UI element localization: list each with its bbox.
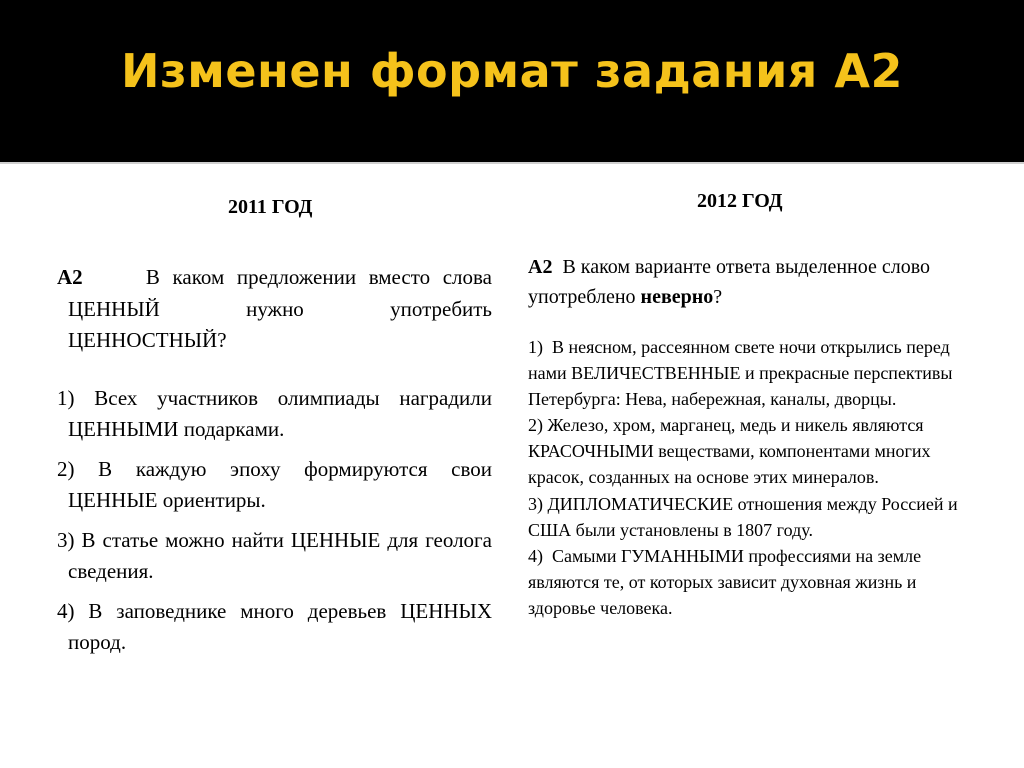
option-number: 4) xyxy=(57,598,75,623)
question-text-after: ? xyxy=(713,286,723,308)
option-text: В неясном, рассеянном свете ночи открылись перед нами ВЕЛИЧЕСТВЕННЫЕ и прекрасные перспективы Петербурга: Нева, набережная, каналы, дворцы. xyxy=(528,337,953,410)
slide-content xyxy=(0,162,1024,768)
question-2012 xyxy=(528,252,968,312)
slide-title: Изменен формат задания А2 xyxy=(121,44,903,98)
option-number: 2) xyxy=(57,456,75,481)
right-column-2012 xyxy=(528,252,968,621)
option-text: ДИПЛОМАТИЧЕСКИЕ отношения между Россией и США были установлены в 1807 году. xyxy=(528,493,958,540)
slide-header xyxy=(0,0,1024,162)
year-2012-heading: 2012 ГОД xyxy=(697,190,783,212)
option-number: 3) xyxy=(528,493,543,514)
option-2012-1 xyxy=(528,334,968,412)
option-2011-3 xyxy=(57,525,492,588)
option-2011-4 xyxy=(57,596,492,659)
option-text: В каждую эпоху формируются свои ЦЕННЫЕ ориентиры. xyxy=(68,456,492,512)
option-text: Самыми ГУМАННЫМИ профессиями на земле являются те, от которых зависит духовная жизнь и здоровье человека. xyxy=(528,545,922,618)
option-2012-4 xyxy=(528,543,968,621)
option-2011-2 xyxy=(57,454,492,517)
option-number: 3) xyxy=(57,527,75,552)
option-2011-1 xyxy=(57,383,492,446)
option-number: 4) xyxy=(528,545,543,566)
option-text: Железо, хром, марганец, медь и никель являются КРАСОЧНЫМИ веществами, компонентами многих красок, созданных на основе этих минералов. xyxy=(528,415,931,488)
option-number: 1) xyxy=(528,337,543,357)
question-label: А2 xyxy=(57,265,83,289)
option-2012-3 xyxy=(528,491,968,543)
question-text-before: В каком варианте ответа выделенное слово употреблено xyxy=(528,256,931,308)
left-column-2011 xyxy=(57,262,492,667)
option-2012-2 xyxy=(528,412,968,490)
option-number: 2) xyxy=(528,415,543,436)
option-text: В заповеднике много деревьев ЦЕННЫХ пород. xyxy=(68,598,492,654)
question-2011 xyxy=(57,262,492,357)
option-text: Всех участников олимпиады наградили ЦЕННЫМИ подарками. xyxy=(68,385,492,441)
option-text: В статье можно найти ЦЕННЫЕ для геолога сведения. xyxy=(68,527,492,583)
question-text-emphasis: неверно xyxy=(640,286,714,308)
year-2011-heading: 2011 ГОД xyxy=(228,196,313,218)
question-label: А2 xyxy=(528,256,553,278)
option-number: 1) xyxy=(57,385,75,410)
question-text: В каком предложении вместо слова ЦЕННЫЙ нужно употребить ЦЕННОСТНЫЙ? xyxy=(68,265,493,352)
